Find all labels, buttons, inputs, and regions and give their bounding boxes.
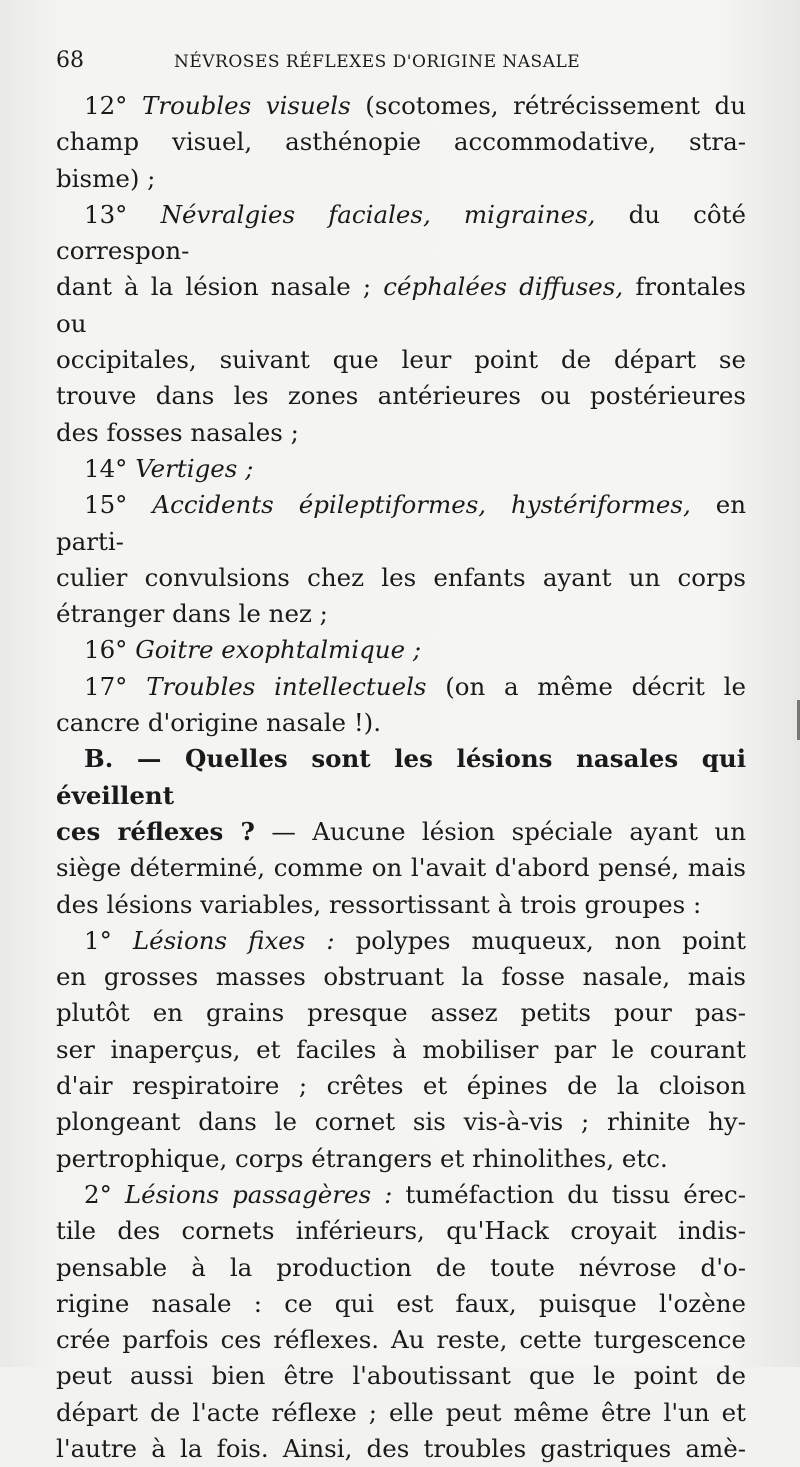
item-heading: Vertiges ; — [135, 453, 254, 483]
page-number: 68 — [56, 48, 84, 73]
text-run: dant à la lésion nasale ; — [56, 272, 372, 302]
text-line: rigine nasale : ce qui est faux, puisque l'ozène — [56, 1288, 746, 1318]
item-number: 1° — [84, 925, 112, 955]
text-line: en grosses masses obstruant la fosse nasale, mais — [56, 962, 746, 992]
text-line: champ visuel, asthénopie accommodative, stra- — [56, 127, 746, 157]
text-line: crée parfois ces réflexes. Au reste, cette turgescence — [56, 1325, 746, 1355]
item-number: 15° — [84, 490, 128, 520]
page-header — [56, 48, 746, 78]
item-heading: céphalées diffuses, — [383, 272, 624, 302]
running-title: NÉVROSES RÉFLEXES D'ORIGINE NASALE — [174, 52, 581, 72]
item-heading: Lésions passagères : — [124, 1179, 393, 1209]
text-run: polypes muqueux, non point — [355, 925, 746, 955]
item-14-line-1 — [56, 451, 746, 487]
item-number: 13° — [84, 199, 128, 229]
item-number: 2° — [84, 1179, 112, 1209]
text-line: plongeant dans le cornet sis vis-à-vis ; rhinite hy- — [56, 1107, 746, 1137]
item-12-line-1 — [56, 88, 746, 124]
section-b-heading-end: ces réflexes ? — [56, 816, 255, 846]
text-line: des lésions variables, ressortissant à trois groupes : — [56, 889, 702, 919]
text-run: du côté correspon- — [56, 199, 746, 266]
text-run: — Aucune lésion spéciale ayant un — [271, 816, 746, 846]
item-heading: Accidents épileptiformes, hystériformes, — [152, 490, 691, 520]
item-number: 16° — [84, 635, 128, 665]
item-heading: Troubles visuels — [142, 91, 351, 120]
text-line: culier convulsions chez les enfants ayant un corps — [56, 562, 746, 592]
item-number: 17° — [84, 671, 128, 701]
text-line: tile des cornets inférieurs, qu'Hack croyait indis- — [56, 1216, 746, 1246]
group-1-line-1 — [56, 923, 746, 959]
text-line: siège déterminé, comme on l'avait d'abord pensé, mais — [56, 853, 746, 883]
body-text — [56, 88, 746, 1467]
item-16-line-1 — [56, 632, 746, 668]
text-line: d'air respiratoire ; crêtes et épines de la cloison — [56, 1071, 746, 1101]
text-line: plutôt en grains presque assez petits pour pas- — [56, 998, 746, 1028]
text-line: bisme) ; — [56, 163, 156, 193]
item-heading: Goitre exophtalmique ; — [135, 635, 422, 665]
section-b-line-2 — [56, 814, 746, 850]
text-run: frontales ou — [56, 272, 746, 338]
item-heading: Troubles intellectuels — [146, 671, 427, 701]
text-run: en parti- — [56, 490, 746, 556]
item-13-line-1 — [56, 197, 746, 270]
text-run: (scotomes, rétrécissement du — [365, 91, 746, 120]
text-run: (on a même décrit le — [445, 671, 746, 701]
item-15-line-1 — [56, 487, 746, 560]
text-line: l'autre à la fois. Ainsi, des troubles gastriques amè- — [56, 1433, 746, 1463]
item-number: 12° — [84, 91, 128, 120]
section-b-heading: B. — Quelles sont les lésions nasales qui éveillent — [56, 744, 746, 810]
text-line: ser inaperçus, et faciles à mobiliser par le courant — [56, 1034, 746, 1064]
text-line: occipitales, suivant que leur point de départ se — [56, 345, 746, 375]
text-line: pensable à la production de toute névrose d'o- — [56, 1252, 746, 1282]
text-line: cancre d'origine nasale !). — [56, 708, 382, 738]
text-line: pertrophique, corps étrangers et rhinolithes, etc. — [56, 1143, 668, 1173]
text-line: peut aussi bien être l'aboutissant que le point de — [56, 1361, 746, 1391]
item-13-line-2 — [56, 269, 746, 342]
text-line: départ de l'acte réflexe ; elle peut même être l'un et — [56, 1397, 746, 1427]
text-line: étranger dans le nez ; — [56, 599, 328, 629]
text-run: tuméfaction du tissu érec- — [405, 1179, 746, 1209]
item-heading: Névralgies faciales, migraines, — [160, 199, 596, 229]
item-17-line-1 — [56, 669, 746, 705]
item-heading: Lésions fixes : — [132, 925, 335, 955]
group-2-line-1 — [56, 1177, 746, 1213]
text-line: des fosses nasales ; — [56, 417, 299, 447]
text-line: trouve dans les zones antérieures ou postérieures — [56, 381, 746, 411]
item-number: 14° — [84, 453, 128, 483]
